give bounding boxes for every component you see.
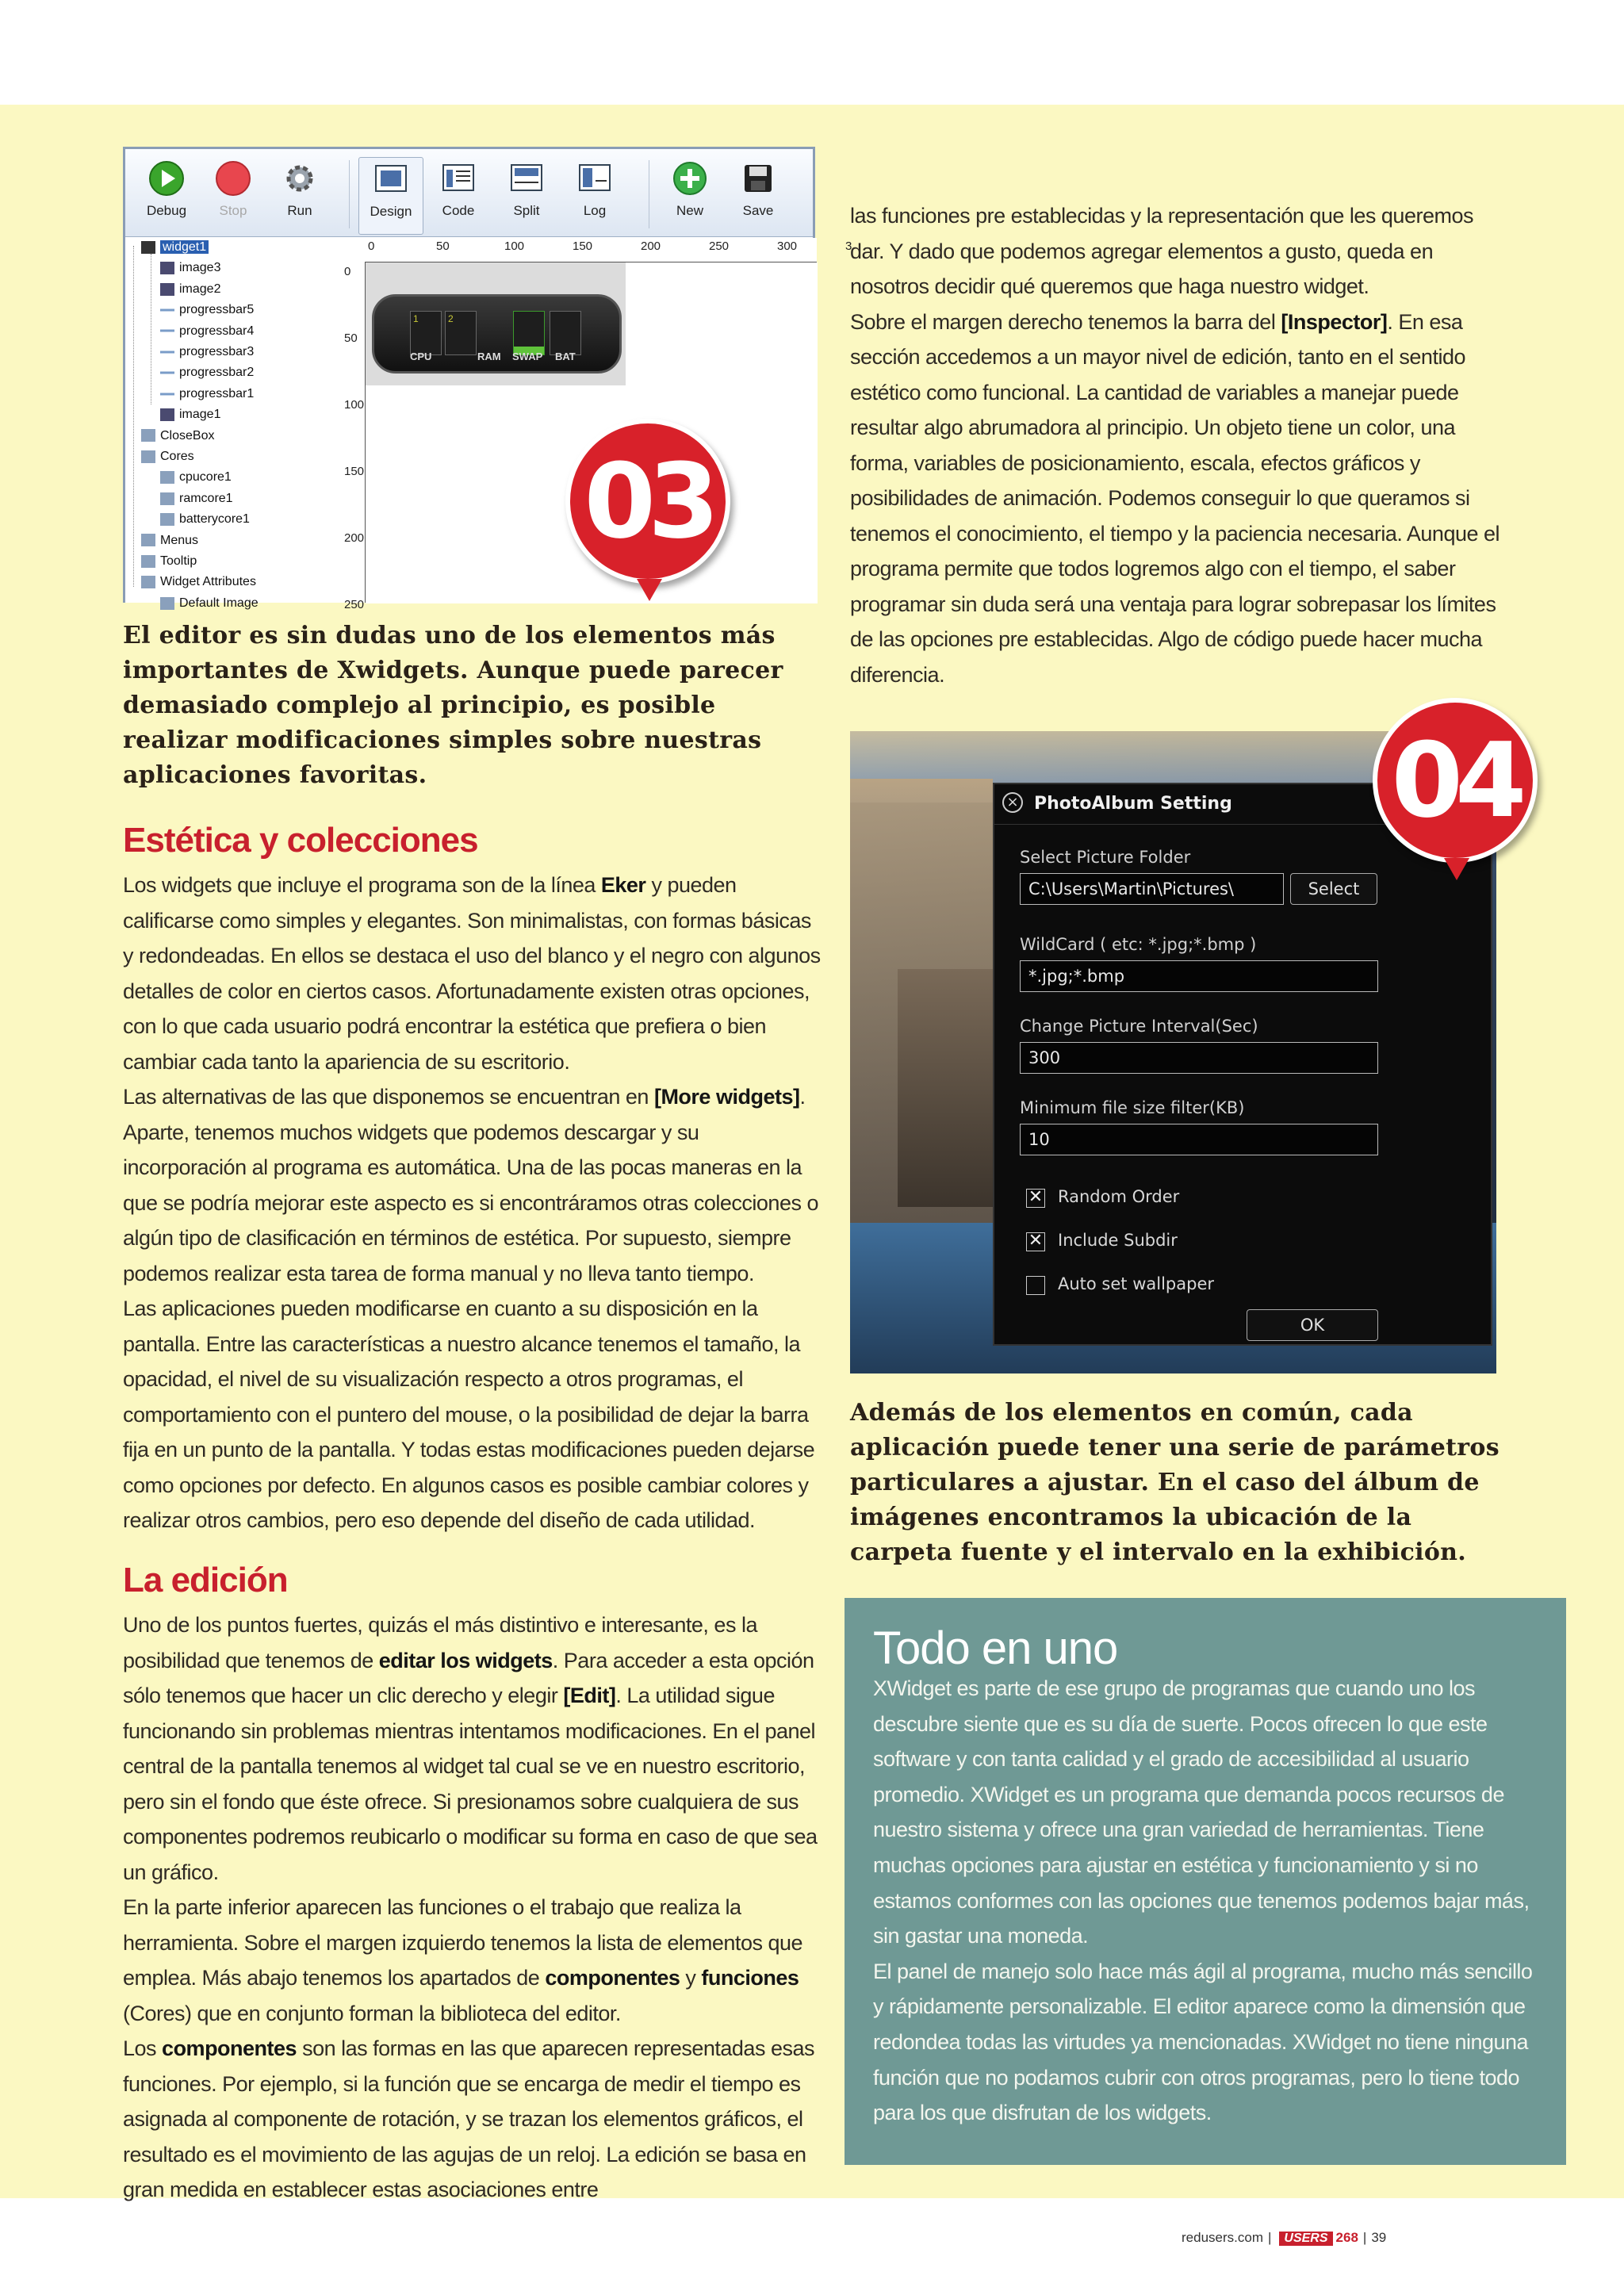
tree-item[interactable] (160, 385, 254, 404)
section-body-edicion (123, 1607, 821, 2208)
minsize-input[interactable]: 10 (1020, 1124, 1378, 1155)
tree-node-icon (141, 429, 155, 442)
interval-label: Change Picture Interval(Sec) (1020, 1017, 1258, 1036)
ruler-tick-label: 150 (344, 465, 365, 478)
random-order-checkbox[interactable]: ✕ (1026, 1189, 1045, 1208)
tree-item[interactable] (160, 468, 232, 487)
tree-node-icon (160, 283, 174, 296)
tree-item-label: cpucore1 (179, 470, 232, 485)
bat-label: BAT (555, 351, 576, 362)
tree-node-icon (141, 241, 155, 254)
box-paragraph: El panel de manejo solo hace más ágil al programa, mucho más sencillo y rápidamente personalizable. El editor aparece como la dimensión que redondea todas las virtudes ya mencionadas. XWidget no tiene ninguna función que no podamos cubrir con otros programas, pero lo tiene todo para los que disfrutan de los widgets. (873, 1959, 1533, 2125)
tree-item-label: CloseBox (160, 428, 215, 442)
site-url: redusers.com (1182, 2230, 1263, 2245)
section-heading-estetica: Estética y colecciones (123, 821, 478, 860)
toolbar-label: Save (742, 203, 774, 218)
element-tree (125, 238, 341, 610)
gear-run-icon (282, 160, 318, 197)
edicion-paragraph: En la parte inferior aparecen las funciones o el trabajo que realiza la herramienta. Sobre el margen izquierdo tenemos la lista de elementos que emplea. Más abajo tenemos los apartados de componentes y funciones (Cores) que en conjunto forman la biblioteca del editor. (123, 1895, 803, 2025)
edicion-paragraph: Los componentes son las formas en las que aparecen representadas esas funciones. Por ejemplo, si la función que se encarga de medir el tiempo es asignada al componente de rotación, y se trazan los elementos gráficos, el resultado es el movimiento de las agujas de un reloj. La edición se basa en gran medida en establecer estas asociaciones entre (123, 2036, 814, 2201)
right-column-paragraph: Sobre el margen derecho tenemos la barra del [Inspector]. En esa sección accedemos a un mayor nivel de edición, tanto en el sentido estético como funcional. La cantidad de variables a manejar puede resultar algo abrumadora al principio. Un objeto tiene un color, una forma, variables de posicionamiento, escala, efectos gráficos y posibilidades de animación. Podemos conseguir lo que queramos si tenemos el conocimiento, el tiempo y la paciencia necesaria. Aunque el programa permite que todos logremos algo con el tiempo, el saber programar sin duda será una ventaja para lograr sobrepasar los límites de las opciones pre establecidas. Algo de código puede hacer mucha diferencia. (850, 309, 1500, 687)
wildcard-input[interactable]: *.jpg;*.bmp (1020, 960, 1378, 992)
magazine-logo: USERS (1279, 2232, 1332, 2246)
tree-item-label: batterycore1 (179, 512, 250, 527)
sidebar-box-todo-en-uno (845, 1598, 1566, 2165)
caption-figure-03: El editor es sin dudas uno de los elementos más importantes de Xwidgets. Aunque puede parecer demasiado complejo al principio, es posible realizar modificaciones simples sobre nuestras aplicaciones favoritas. (123, 622, 783, 789)
tree-item[interactable] (141, 447, 194, 466)
estetica-paragraph: Las alternativas de las que disponemos se encuentran en [More widgets]. Aparte, tenemos muchos widgets que podemos descargar y su incorporación al programa es automática. Una de las pocas maneras en la que se podría mejorar este aspecto es si encontráramos otras colecciones o algún tipo de clasificación en términos de estética. Por supuesto, siempre podemos realizar esta tarea de forma manual y no lleva tanto tiempo. (123, 1085, 818, 1285)
ruler-tick-label: 3 (845, 239, 852, 253)
tree-item[interactable] (160, 363, 254, 382)
tree-item-label: image1 (179, 408, 221, 422)
tree-item-label: progressbar4 (179, 324, 255, 338)
toolbar-label: Run (287, 203, 312, 218)
toolbar-label: Log (583, 203, 607, 218)
tree-item-label: Tooltip (160, 554, 197, 568)
include-subdir-checkbox[interactable]: ✕ (1026, 1232, 1045, 1251)
auto-wallpaper-label: Auto set wallpaper (1058, 1274, 1214, 1293)
toolbar-design-button[interactable] (358, 157, 423, 235)
box-paragraph: XWidget es parte de ese grupo de programas que cuando uno los descubre siente que es su día de suerte. Pocos ofrecen lo que este software y con tanta calidad y el grado de accesibilidad al usuario promedio. XWidget es un programa que demanda pocos recursos de nuestro sistema y ofrece una gran variedad de herramientas. Tiene muchas opciones para ajustar en estética y funcionamiento y si no estamos conformes con las opciones que tenemos podemos bajar más, sin gastar una moneda. (873, 1676, 1530, 1948)
tree-item-label: progressbar5 (179, 303, 255, 317)
random-order-label: Random Order (1058, 1187, 1180, 1206)
auto-wallpaper-checkbox[interactable] (1026, 1276, 1045, 1295)
tree-node-icon (141, 450, 155, 463)
include-subdir-label: Include Subdir (1058, 1231, 1178, 1250)
cpu-core-cell-1 (410, 311, 442, 355)
issue-number: 268 (1335, 2230, 1358, 2245)
tree-item[interactable] (160, 594, 259, 613)
ruler-left (341, 262, 366, 611)
dialog-title: PhotoAlbum Setting (1034, 794, 1232, 814)
cpu-core-cell-2 (445, 311, 477, 355)
tree-item[interactable] (160, 510, 250, 529)
tree-item-label: Widget Attributes (160, 575, 256, 589)
tree-item[interactable] (141, 427, 214, 446)
tree-node-icon (160, 262, 174, 274)
tree-node-icon (141, 555, 155, 568)
tree-item[interactable] (160, 489, 233, 508)
toolbar-label: Code (442, 203, 475, 218)
cell-number: 1 (413, 313, 419, 324)
toolbar-log-button[interactable] (563, 157, 626, 233)
folder-label: Select Picture Folder (1020, 848, 1191, 867)
edicion-paragraph: Uno de los puntos fuertes, quizás el más distintivo e interesante, es la posibilidad que tenemos de editar los widgets. Para acceder a esta opción sólo tenemos que hacer un clic derecho y elegir [Edit]. La utilidad sigue funcionando sin problemas mientras intentamos modificaciones. En el panel central de la pantalla tenemos al widget tal cual se ve en nuestro escritorio, pero sin el fondo que éste ofrece. Si presionamos sobre cualquiera de sus componentes podremos reubicarlo o modificar su forma en caso de que sea un gráfico. (123, 1613, 818, 1884)
tree-node-icon (160, 408, 174, 421)
ruler-tick-label: 200 (641, 239, 661, 253)
tree-item[interactable] (141, 573, 256, 592)
right-column-paragraph: las funciones pre establecidas y la representación que les queremos dar. Y dado que podemos agregar elementos a gusto, queda en nosotros decidir qué queremos que haga nuestro widget. (850, 204, 1473, 298)
ram-bar (513, 311, 545, 355)
ruler-tick-label: 100 (344, 398, 365, 412)
section-body-estetica (123, 868, 821, 1538)
ram-label: RAM (477, 351, 501, 362)
split-icon (508, 160, 545, 197)
toolbar-run-button[interactable] (268, 157, 331, 233)
caption-figure-04: Además de los elementos en común, cada aplicación puede tener una serie de parámetros particulares a ajustar. En el caso del álbum de imágenes encontramos la ubicación de la carpeta fuente y el intervalo en la exhibición. (850, 1399, 1500, 1566)
page-number: 39 (1371, 2230, 1387, 2245)
tree-node-icon (141, 534, 155, 546)
box-text (873, 1671, 1547, 2131)
tree-node-icon (160, 492, 174, 505)
design-icon (373, 161, 409, 197)
ruler-tick-label: 250 (344, 598, 365, 611)
right-column-text (850, 198, 1500, 692)
toolbar-label: Debug (146, 203, 187, 218)
ruler-top (341, 238, 852, 262)
tree-item[interactable] (141, 238, 209, 257)
tree-item[interactable] (141, 552, 197, 571)
toolbar-debug-button[interactable] (135, 157, 198, 233)
ruler-tick-label: 150 (573, 239, 593, 253)
tree-item-label: image2 (179, 282, 221, 296)
tree-node-icon (160, 513, 174, 526)
toolbar-split-button[interactable] (495, 157, 558, 233)
toolbar-new-button[interactable] (658, 157, 722, 233)
cpu-label: CPU (410, 351, 432, 362)
ruler-tick-label: 100 (504, 239, 525, 253)
tree-node-icon (160, 304, 174, 316)
page-footer: redusers.com | USERS 268 | 39 (1182, 2230, 1387, 2245)
tree-item[interactable] (160, 322, 254, 341)
tree-item[interactable] (160, 259, 220, 278)
tree-item-label: image3 (179, 261, 221, 275)
code-icon (440, 160, 477, 197)
box-title: Todo en uno (873, 1622, 1118, 1674)
floppy-icon (740, 160, 776, 197)
tree-item-label: progressbar3 (179, 345, 255, 358)
ruler-tick-label: 0 (344, 265, 351, 278)
ruler-tick-label: 50 (436, 239, 450, 253)
tree-node-icon (160, 324, 174, 337)
ok-button[interactable]: OK (1247, 1309, 1378, 1341)
ruler-tick-label: 200 (344, 531, 365, 545)
tree-item-label: widget1 (160, 240, 209, 254)
ruler-tick-label: 0 (368, 239, 375, 253)
tree-node-icon (141, 576, 155, 588)
interval-input[interactable]: 300 (1020, 1042, 1378, 1074)
tree-node-icon (160, 597, 174, 610)
tree-item[interactable] (160, 343, 254, 362)
figure-badge-03: 03 (565, 419, 730, 584)
log-icon (576, 160, 613, 197)
tree-item[interactable] (160, 280, 220, 299)
swap-bar (550, 311, 581, 355)
toolbar-code-button[interactable] (427, 157, 490, 233)
toolbar-label: New (676, 203, 703, 218)
plus-icon (672, 160, 708, 197)
tree-item[interactable] (160, 405, 220, 424)
tree-node-icon (160, 388, 174, 400)
ruler-tick-label: 50 (344, 331, 358, 345)
stop-icon (215, 160, 251, 197)
wildcard-label: WildCard ( etc: *.jpg;*.bmp ) (1020, 935, 1257, 954)
tree-node-icon (160, 366, 174, 379)
tree-node-icon (160, 471, 174, 484)
estetica-paragraph: Los widgets que incluye el programa son de la línea Eker y pueden calificarse como simples y elegantes. Son minimalistas, con formas básicas y redondeadas. En ellos se destaca el uso del blanco y el negro con algunos detalles de color en ciertos casos. Afortunadamente existen otras opciones, con lo que cada usuario podrá encontrar la estética que prefiera o bien cambiar cada tanto la apariencia de su escritorio. (123, 873, 821, 1074)
tree-item-label: Menus (160, 533, 199, 547)
tree-item[interactable] (160, 301, 254, 320)
play-icon (148, 160, 185, 197)
minsize-label: Minimum file size filter(KB) (1020, 1098, 1245, 1117)
ruler-tick-label: 300 (777, 239, 798, 253)
tree-item-label: Default Image (179, 596, 259, 610)
cell-number: 2 (448, 313, 454, 324)
tree-item[interactable] (141, 531, 198, 550)
toolbar-label: Split (513, 203, 540, 218)
ruler-tick-label: 250 (709, 239, 730, 253)
folder-input[interactable]: C:\Users\Martin\Pictures\ (1020, 873, 1284, 905)
tree-item-label: progressbar1 (179, 386, 255, 400)
tree-node-icon (160, 346, 174, 358)
toolbar-label: Design (370, 204, 412, 219)
toolbar-save-button[interactable] (726, 157, 790, 233)
photoalbum-setting-dialog (993, 783, 1492, 1346)
select-button[interactable]: Select (1290, 873, 1377, 905)
editor-toolbar (125, 149, 813, 237)
estetica-paragraph: Las aplicaciones pueden modificarse en cuanto a su disposición en la pantalla. Entre las características a nuestro alcance tenemos el tamaño, la opacidad, el nivel de su visualización respecto a otros programas, el comportamiento con el puntero del mouse, o la posibilidad de dejar la barra fija en un punto de la pantalla. Y todas estas modificaciones pueden dejarse como opciones por defecto. En algunos casos es posible cambiar colores y realizar otros cambios, pero eso depende del diseño de cada utilidad. (123, 1297, 815, 1532)
section-heading-edicion: La edición (123, 1561, 288, 1599)
tree-item-label: ramcore1 (179, 491, 233, 505)
close-icon[interactable]: × (1002, 792, 1023, 813)
swap-label: SWAP (512, 351, 543, 362)
toolbar-label: Stop (219, 203, 247, 218)
figure-badge-04: 04 (1373, 698, 1538, 863)
system-monitor-widget (372, 294, 622, 374)
toolbar-stop-button[interactable] (201, 157, 265, 233)
tree-item-label: Cores (160, 450, 194, 463)
tree-item-label: progressbar2 (179, 366, 255, 380)
